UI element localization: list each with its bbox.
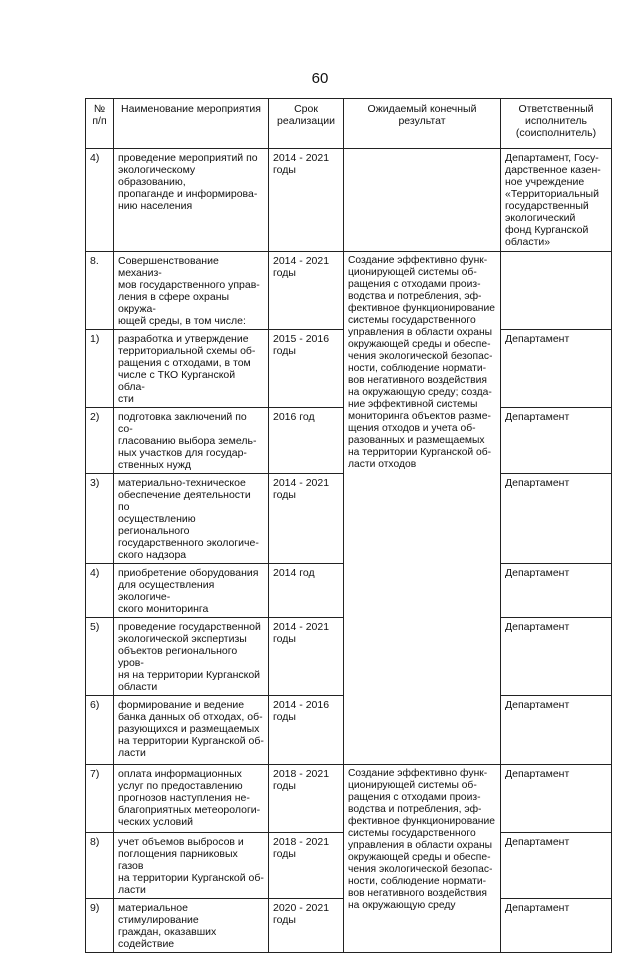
- row-number: 7): [86, 765, 114, 833]
- measure-name: учет объемов выбросов и поглощения парниковых газов на территории Курганской об- ласти: [114, 833, 269, 899]
- measure-executor: Департамент: [501, 564, 612, 618]
- table-row: [86, 252, 612, 330]
- measure-name: разработка и утверждение территориальной схемы об- ращения с отходами, в том числе с ТКО Курганской обла- сти: [114, 330, 269, 408]
- measure-executor: Департамент: [501, 408, 612, 474]
- measure-executor: Департамент: [501, 765, 612, 833]
- page-number: 60: [311, 70, 329, 87]
- measure-name: оплата информационных услуг по предоставлению прогнозов наступления не- благоприятных метеорологи- ческих условий: [114, 765, 269, 833]
- row-number: 4): [86, 564, 114, 618]
- measure-executor: [501, 252, 612, 330]
- measure-term: 2014 - 2021 годы: [269, 474, 344, 564]
- expected-result-group-1: Создание эффективно функ- ционирующей системы об- ращения с отходами произ- водства и потребления, эф- фективное функционирование системы государственного управления в области охраны окружающей среды и обеспе- чения экологической безопас- ности, соблюдение нормати- вов негативного воздействия на окружающую среду; созда- ние эффективной системы мониторинга объектов разме- щения отходов и учета об- разованных и размещаемых на территории Курганской об- ласти отходов: [344, 252, 501, 765]
- row-number: 2): [86, 408, 114, 474]
- measures-table: [85, 98, 612, 953]
- expected-result-group-2: Создание эффективно функ- ционирующей системы об- ращения с отходами произ- водства и потребления, эф- фективное функционирование системы государственного управления в области охраны окружающей среды и обеспе- чения экологической безопас- ности, соблюдение нормати- вов негативного воздействия на окружающую среду: [344, 765, 501, 953]
- measure-executor: Департамент, Госу- дарственное казен- ное учреждение «Территориальный государственный экологический фонд Курганской области»: [501, 149, 612, 252]
- measure-name: формирование и ведение банка данных об отходах, об- разующихся и размещаемых на территории Курганской об- ласти: [114, 696, 269, 765]
- table-row: [86, 765, 612, 833]
- row-number: 9): [86, 899, 114, 953]
- header-term: Срок реализации: [269, 99, 344, 149]
- measure-term: 2014 - 2021 годы: [269, 618, 344, 696]
- measure-term: 2018 - 2021 годы: [269, 765, 344, 833]
- header-measure-name: Наименование мероприятия: [114, 99, 269, 149]
- measure-name: материально-техническое обеспечение деятельности по осуществлению регионального государственного экологиче- ского надзора: [114, 474, 269, 564]
- measure-term: 2018 - 2021 годы: [269, 833, 344, 899]
- measure-executor: Департамент: [501, 330, 612, 408]
- row-number: 4): [86, 149, 114, 252]
- measure-executor: Департамент: [501, 696, 612, 765]
- measure-term: 2015 - 2016 годы: [269, 330, 344, 408]
- table-header-row: [86, 99, 612, 149]
- header-number: № п/п: [86, 99, 114, 149]
- table-row: [86, 149, 612, 252]
- measure-term: 2014 год: [269, 564, 344, 618]
- row-number: 3): [86, 474, 114, 564]
- measure-term: 2016 год: [269, 408, 344, 474]
- measure-executor: Департамент: [501, 899, 612, 953]
- measure-name: проведение мероприятий по экологическому образованию, пропаганде и информирова- нию населения: [114, 149, 269, 252]
- measure-name: Совершенствование механиз- мов государственного управ- ления в сфере охраны окружа- ющей среды, в том числе:: [114, 252, 269, 330]
- row-number: 1): [86, 330, 114, 408]
- measure-name: приобретение оборудования для осуществления экологиче- ского мониторинга: [114, 564, 269, 618]
- measure-executor: Департамент: [501, 474, 612, 564]
- measure-name: проведение государственной экологической экспертизы объектов регионального уров- ня на территории Курганской области: [114, 618, 269, 696]
- row-number: 6): [86, 696, 114, 765]
- measure-name: материальное стимулирование граждан, оказавших содействие: [114, 899, 269, 953]
- measure-term: 2014 - 2016 годы: [269, 696, 344, 765]
- row-number: 5): [86, 618, 114, 696]
- header-expected-result: Ожидаемый конечный результат: [344, 99, 501, 149]
- expected-result-empty: [344, 149, 501, 252]
- measure-term: 2014 - 2021 годы: [269, 252, 344, 330]
- header-executor: Ответственный исполнитель (соисполнитель): [501, 99, 612, 149]
- measure-term: 2014 - 2021 годы: [269, 149, 344, 252]
- row-number: 8): [86, 833, 114, 899]
- measure-executor: Департамент: [501, 618, 612, 696]
- measure-executor: Департамент: [501, 833, 612, 899]
- measure-term: 2020 - 2021 годы: [269, 899, 344, 953]
- row-number: 8.: [86, 252, 114, 330]
- measure-name: подготовка заключений по со- гласованию выбора земель- ных участков для государ- ственных нужд: [114, 408, 269, 474]
